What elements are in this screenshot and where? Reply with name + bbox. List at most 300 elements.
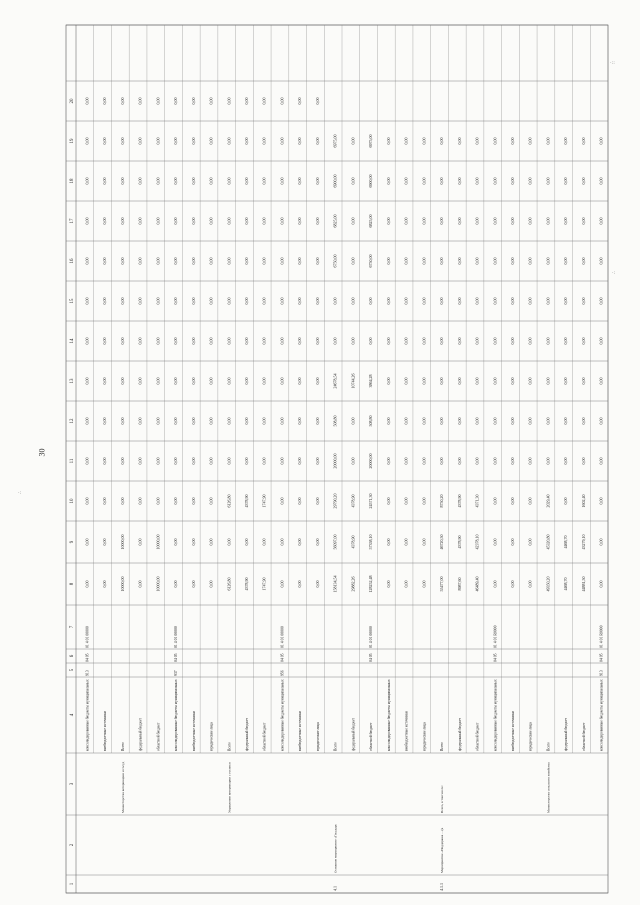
cell-value: 0,00 <box>598 538 604 546</box>
cell-value: 0,00 <box>456 457 462 465</box>
cell-value: 0,00 <box>563 217 569 225</box>
cell-value: 0,00 <box>102 337 108 345</box>
cell-value: 0,00 <box>510 538 516 546</box>
cell-source: федеральный бюджет <box>351 717 356 751</box>
cell-value: 0,00 <box>492 377 498 385</box>
cell-value: 0,00 <box>226 457 232 465</box>
cell-value: 0,00 <box>244 457 250 465</box>
cell-value: 0,00 <box>137 97 143 105</box>
cell-source: Всего <box>333 742 338 751</box>
cell-value: 0,00 <box>403 177 409 185</box>
cell-value: 0,00 <box>456 217 462 225</box>
column-number: 5 <box>70 668 75 672</box>
cell-value: 8750,20 <box>439 494 445 508</box>
cell-value: 4378,90 <box>456 494 462 508</box>
cell-value: 0,00 <box>350 177 356 185</box>
cell-source: областной бюджет <box>262 722 267 751</box>
cell-value: 0,00 <box>155 137 161 145</box>
cell-value: 0,00 <box>527 137 533 145</box>
cell-value: 0,00 <box>297 497 303 505</box>
cell-value: 0,00 <box>545 417 551 425</box>
cell-value: 0,00 <box>119 257 125 265</box>
cell-value: 0,00 <box>580 137 586 145</box>
cell-value: 0,00 <box>119 377 125 385</box>
cell-value: 0,00 <box>385 257 391 265</box>
cell-value: 0,00 <box>261 217 267 225</box>
cell-value: 0,00 <box>226 297 232 305</box>
cell-csr: 01 4 01 R0000 <box>599 625 604 648</box>
cell-value: 0,00 <box>314 297 320 305</box>
cell-value: 0,00 <box>598 297 604 305</box>
cell-value: 24571,30 <box>368 493 374 509</box>
cell-value: 4468,70 <box>563 577 569 591</box>
cell-value: 0,00 <box>492 217 498 225</box>
cell-value: 0,00 <box>297 97 303 105</box>
cell-value: 0,00 <box>474 337 480 345</box>
scan-mark: ·: <box>612 270 616 276</box>
cell-value: 0,00 <box>563 257 569 265</box>
cell-value: 0,00 <box>297 217 303 225</box>
cell-value: 0,00 <box>421 497 427 505</box>
column-number: 14 <box>70 338 75 344</box>
cell-value: 0,00 <box>155 257 161 265</box>
cell-value: 0,00 <box>598 377 604 385</box>
cell-value: 42378,10 <box>474 534 480 550</box>
cell-value: 0,00 <box>456 297 462 305</box>
cell-value: 0,00 <box>208 257 214 265</box>
cell-value: 0,00 <box>279 497 285 505</box>
cell-value: 46720,50 <box>439 534 445 550</box>
cell-value: 0,00 <box>173 417 179 425</box>
cell-value: 0,00 <box>137 377 143 385</box>
column-number: 8 <box>70 582 75 586</box>
cell-value: 0,00 <box>527 377 533 385</box>
cell-value: 0,00 <box>244 417 250 425</box>
cell-value: 0,00 <box>385 337 391 345</box>
cell-value: 46489,40 <box>474 576 480 592</box>
cell-value: 0,00 <box>226 217 232 225</box>
cell-source: консолидированные бюджеты муниципальных <box>599 679 604 751</box>
column-number: 11 <box>70 458 75 464</box>
cell-source: Всего <box>440 742 445 751</box>
cell-value: 0,00 <box>403 337 409 345</box>
cell-value: 0,00 <box>527 177 533 185</box>
cell-value: 0,00 <box>137 497 143 505</box>
column-number: 19 <box>70 138 75 144</box>
cell-value: 3864,28 <box>368 374 374 388</box>
cell-executor: Всего, в том числе: <box>440 785 445 813</box>
cell-executor: Министерство ветеринарии и госуд <box>120 761 125 813</box>
cell-value: 0,00 <box>563 377 569 385</box>
cell-value: 0,00 <box>137 580 143 588</box>
cell-value: 0,00 <box>403 297 409 305</box>
cell-value: 0,00 <box>155 417 161 425</box>
cell-value: 0,00 <box>190 538 196 546</box>
cell-value: 0,00 <box>421 217 427 225</box>
cell-grbs: 956 <box>280 670 285 676</box>
cell-value: 0,00 <box>102 497 108 505</box>
cell-value: 0,00 <box>492 137 498 145</box>
cell-value: 0,00 <box>492 297 498 305</box>
cell-value: 0,00 <box>527 497 533 505</box>
cell-value: 0,00 <box>527 297 533 305</box>
cell-value: 0,00 <box>314 177 320 185</box>
cell-value: 0,00 <box>510 257 516 265</box>
cell-value: 0,00 <box>84 177 90 185</box>
cell-value: 0,00 <box>102 257 108 265</box>
cell-value: 0,00 <box>598 177 604 185</box>
cell-value: 0,00 <box>173 580 179 588</box>
cell-value: 4468,70 <box>563 535 569 549</box>
cell-measure: Основное мероприятие «Государс <box>333 823 338 873</box>
cell-value: 0,00 <box>119 217 125 225</box>
cell-value: 0,00 <box>510 497 516 505</box>
cell-value: 0,00 <box>545 217 551 225</box>
cell-value: 0,00 <box>119 417 125 425</box>
cell-value: 0,00 <box>368 337 374 345</box>
cell-value: 4378,90 <box>350 535 356 549</box>
cell-value: 0,00 <box>598 417 604 425</box>
cell-value: 0,00 <box>173 177 179 185</box>
cell-value: 0,00 <box>119 177 125 185</box>
cell-value: 0,00 <box>226 417 232 425</box>
cell-value: 0,00 <box>510 177 516 185</box>
cell-value: 0,00 <box>279 417 285 425</box>
cell-value: 2029,40 <box>545 494 551 508</box>
cell-value: 0,00 <box>474 177 480 185</box>
cell-value: 0,00 <box>297 417 303 425</box>
cell-value: 0,00 <box>226 337 232 345</box>
cell-source: внебюджетные источники <box>191 711 196 751</box>
cell-source: внебюджетные источники <box>103 711 108 751</box>
cell-value: 0,00 <box>510 297 516 305</box>
cell-value: 0,00 <box>421 177 427 185</box>
cell-source: юридические лица <box>209 722 214 751</box>
cell-value: 0,00 <box>456 377 462 385</box>
cell-number: 4.1 <box>332 886 338 891</box>
cell-rzpr: 04 05 <box>493 653 498 662</box>
cell-value: 0,00 <box>208 417 214 425</box>
cell-value: 0,00 <box>84 497 90 505</box>
cell-value: 0,00 <box>545 377 551 385</box>
cell-value: 0,00 <box>474 257 480 265</box>
cell-value: 0,00 <box>439 257 445 265</box>
cell-value: 0,00 <box>137 297 143 305</box>
cell-value: 0,00 <box>385 538 391 546</box>
cell-value: 0,00 <box>421 580 427 588</box>
cell-value: 0,00 <box>368 297 374 305</box>
cell-value: 0,00 <box>279 217 285 225</box>
cell-csr: 01 4 01 00000 <box>85 626 90 648</box>
cell-value: 0,00 <box>403 457 409 465</box>
cell-value: 0,00 <box>563 297 569 305</box>
cell-csr: 01 4 01 00000 <box>280 626 285 648</box>
cell-value: 55477,00 <box>439 576 445 592</box>
cell-value: 0,00 <box>527 457 533 465</box>
cell-value: 0,00 <box>403 538 409 546</box>
cell-value: 0,00 <box>261 297 267 305</box>
cell-value: 0,00 <box>580 337 586 345</box>
cell-source: консолидированные бюджеты муниципальных <box>386 679 391 751</box>
cell-value: 0,00 <box>208 337 214 345</box>
cell-value: 0,00 <box>421 377 427 385</box>
cell-source: внебюджетные источники <box>298 711 303 751</box>
cell-value: 0,00 <box>102 97 108 105</box>
column-number: 18 <box>70 178 75 184</box>
cell-value: 57358,10 <box>368 534 374 550</box>
column-number: 7 <box>70 625 75 629</box>
scan-mark: ·: <box>18 490 22 496</box>
cell-value: 0,00 <box>137 257 143 265</box>
cell-value: 508,80 <box>368 415 374 427</box>
cell-value: 0,00 <box>173 337 179 345</box>
cell-value: 0,00 <box>84 538 90 546</box>
cell-value: 0,00 <box>226 97 232 105</box>
cell-value: 0,00 <box>403 217 409 225</box>
cell-value: 0,00 <box>474 377 480 385</box>
cell-value: 0,00 <box>119 497 125 505</box>
cell-value: 0,00 <box>155 337 161 345</box>
scan-mark: ·:: <box>610 60 615 66</box>
cell-value: 128252,48 <box>368 575 374 593</box>
cell-value: 0,00 <box>350 457 356 465</box>
cell-value: 0,00 <box>208 97 214 105</box>
cell-value: 0,00 <box>190 97 196 105</box>
cell-value: 0,00 <box>527 337 533 345</box>
cell-value: 4378,90 <box>350 494 356 508</box>
cell-source: областной бюджет <box>581 722 586 751</box>
column-number: 9 <box>70 540 75 544</box>
cell-value: 0,00 <box>208 137 214 145</box>
cell-value: 0,00 <box>385 297 391 305</box>
cell-value: 0,00 <box>580 257 586 265</box>
cell-value: 0,00 <box>350 337 356 345</box>
cell-value: 0,00 <box>84 580 90 588</box>
cell-value: 29882,26 <box>350 576 356 592</box>
cell-value: 0,00 <box>208 457 214 465</box>
column-number: 3 <box>70 782 75 786</box>
cell-value: 0,00 <box>226 257 232 265</box>
cell-value: 0,00 <box>456 417 462 425</box>
cell-value: 0,00 <box>297 377 303 385</box>
cell-value: 0,00 <box>297 538 303 546</box>
cell-value: 0,00 <box>598 137 604 145</box>
cell-source: внебюджетные источники <box>511 711 516 751</box>
cell-value: 0,00 <box>261 257 267 265</box>
cell-value: 10000,00 <box>155 576 161 592</box>
cell-value: 0,00 <box>279 538 285 546</box>
cell-value: 0,00 <box>102 137 108 145</box>
cell-value: 0,00 <box>403 497 409 505</box>
cell-value: 0,00 <box>385 580 391 588</box>
cell-value: 0,00 <box>155 217 161 225</box>
cell-value: 0,00 <box>421 137 427 145</box>
cell-value: 0,00 <box>598 257 604 265</box>
cell-value: 0,00 <box>403 137 409 145</box>
cell-value: 0,00 <box>385 137 391 145</box>
cell-value: 0,00 <box>119 97 125 105</box>
cell-value: 0,00 <box>350 257 356 265</box>
cell-value: 0,00 <box>314 377 320 385</box>
cell-value: 0,00 <box>155 177 161 185</box>
cell-value: 0,00 <box>439 217 445 225</box>
cell-value: 0,00 <box>492 257 498 265</box>
cell-value: 0,00 <box>279 137 285 145</box>
cell-value: 0,00 <box>102 417 108 425</box>
cell-value: 0,00 <box>155 297 161 305</box>
cell-value: 56097,00 <box>332 534 338 550</box>
cell-value: 0,00 <box>244 257 250 265</box>
cell-value: 0,00 <box>403 417 409 425</box>
cell-value: 0,00 <box>545 257 551 265</box>
cell-value: 0,00 <box>173 457 179 465</box>
cell-csr: 01 4 01 00000 <box>174 626 179 648</box>
cell-value: 0,00 <box>84 217 90 225</box>
cell-value: 0,00 <box>527 538 533 546</box>
cell-value: 0,00 <box>439 457 445 465</box>
cell-value: 10000,00 <box>119 534 125 550</box>
cell-value: 0,00 <box>314 97 320 105</box>
cell-value: 0,00 <box>314 580 320 588</box>
cell-value: 6825,00 <box>368 214 374 228</box>
cell-value: 4378,90 <box>244 494 250 508</box>
cell-value: 0,00 <box>84 97 90 105</box>
cell-value: 0,00 <box>492 538 498 546</box>
cell-source: Всего <box>120 742 125 751</box>
cell-value: 0,00 <box>173 257 179 265</box>
cell-source: консолидированные бюджеты муниципальных <box>174 679 179 751</box>
cell-value: 8987,60 <box>456 577 462 591</box>
cell-value: 0,00 <box>208 377 214 385</box>
cell-value: 0,00 <box>173 497 179 505</box>
cell-value: 0,00 <box>297 297 303 305</box>
cell-value: 0,00 <box>190 580 196 588</box>
cell-value: 0,00 <box>598 580 604 588</box>
cell-source: консолидированные бюджеты муниципальных <box>85 679 90 751</box>
cell-value: 29790,20 <box>332 493 338 509</box>
cell-value: 44881,50 <box>580 576 586 592</box>
cell-value: 0,00 <box>244 377 250 385</box>
cell-value: 45320,80 <box>545 534 551 550</box>
cell-value: 0,00 <box>439 377 445 385</box>
cell-value: 0,00 <box>563 177 569 185</box>
cell-value: 0,00 <box>208 177 214 185</box>
column-number: 17 <box>70 218 75 224</box>
cell-value: 0,00 <box>155 377 161 385</box>
cell-value: 0,00 <box>456 177 462 185</box>
cell-value: 0,00 <box>244 217 250 225</box>
cell-value: 0,00 <box>403 377 409 385</box>
cell-value: 0,00 <box>510 217 516 225</box>
cell-value: 0,00 <box>492 497 498 505</box>
cell-value: 1747,90 <box>261 577 267 591</box>
cell-value: 0,00 <box>350 417 356 425</box>
column-number: 12 <box>70 418 75 424</box>
cell-value: 6975,00 <box>332 134 338 148</box>
cell-value: 0,00 <box>385 417 391 425</box>
cell-value: 0,00 <box>137 337 143 345</box>
cell-value: 0,00 <box>84 297 90 305</box>
cell-value: 0,00 <box>350 217 356 225</box>
cell-value: 6825,00 <box>332 214 338 228</box>
column-number: 20 <box>70 98 75 104</box>
cell-number: 4.1.1 <box>439 883 445 891</box>
cell-value: 0,00 <box>84 377 90 385</box>
cell-value: 6900,00 <box>332 174 338 188</box>
cell-value: 0,00 <box>527 580 533 588</box>
cell-value: 0,00 <box>119 297 125 305</box>
cell-value: 0,00 <box>173 297 179 305</box>
cell-value: 0,00 <box>314 217 320 225</box>
cell-source: областной бюджет <box>475 722 480 751</box>
cell-value: 43279,10 <box>580 534 586 550</box>
column-number: 4 <box>70 713 75 717</box>
cell-value: 0,00 <box>403 580 409 588</box>
cell-value: 0,00 <box>598 497 604 505</box>
cell-value: 0,00 <box>492 177 498 185</box>
cell-value: 0,00 <box>155 497 161 505</box>
cell-value: 0,00 <box>279 457 285 465</box>
cell-grbs: 937 <box>174 670 179 676</box>
cell-value: 0,00 <box>598 457 604 465</box>
cell-value: 0,00 <box>474 417 480 425</box>
cell-value: 0,00 <box>403 257 409 265</box>
cell-value: 0,00 <box>545 137 551 145</box>
cell-value: 0,00 <box>208 580 214 588</box>
cell-value: 0,00 <box>456 137 462 145</box>
column-number: 10 <box>70 498 75 504</box>
cell-value: 0,00 <box>332 297 338 305</box>
cell-value: 6900,00 <box>368 174 374 188</box>
cell-value: 0,00 <box>510 580 516 588</box>
column-number: 15 <box>70 298 75 304</box>
cell-value: 0,00 <box>510 337 516 345</box>
cell-value: 0,00 <box>244 337 250 345</box>
cell-value: 0,00 <box>208 538 214 546</box>
cell-value: 0,00 <box>279 377 285 385</box>
cell-value: 0,00 <box>385 217 391 225</box>
cell-value: 0,00 <box>598 217 604 225</box>
cell-value: 0,00 <box>244 538 250 546</box>
cell-source: юридические лица <box>528 722 533 751</box>
cell-value: 0,00 <box>580 377 586 385</box>
cell-value: 0,00 <box>261 137 267 145</box>
cell-source: Всего <box>227 742 232 751</box>
cell-value: 20000,00 <box>368 453 374 469</box>
cell-value: 10000,00 <box>155 534 161 550</box>
cell-value: 0,00 <box>314 457 320 465</box>
cell-value: 0,00 <box>119 457 125 465</box>
column-number: 13 <box>70 378 75 384</box>
cell-value: 0,00 <box>474 297 480 305</box>
cell-value: 0,00 <box>190 217 196 225</box>
cell-value: 0,00 <box>137 217 143 225</box>
cell-value: 0,00 <box>279 257 285 265</box>
cell-value: 0,00 <box>421 257 427 265</box>
cell-value: 0,00 <box>421 297 427 305</box>
cell-value: 0,00 <box>510 457 516 465</box>
cell-value: 0,00 <box>137 177 143 185</box>
cell-value: 0,00 <box>580 217 586 225</box>
cell-measure: Мероприятие «Поддержка ... (в <box>440 827 445 873</box>
cell-value: 0,00 <box>190 177 196 185</box>
cell-value: 0,00 <box>173 217 179 225</box>
cell-value: 0,00 <box>102 217 108 225</box>
cell-source: консолидированные бюджеты муниципальных <box>493 679 498 751</box>
cell-value: 158134,54 <box>332 575 338 593</box>
cell-value: 0,00 <box>385 377 391 385</box>
cell-source: федеральный бюджет <box>564 717 569 751</box>
